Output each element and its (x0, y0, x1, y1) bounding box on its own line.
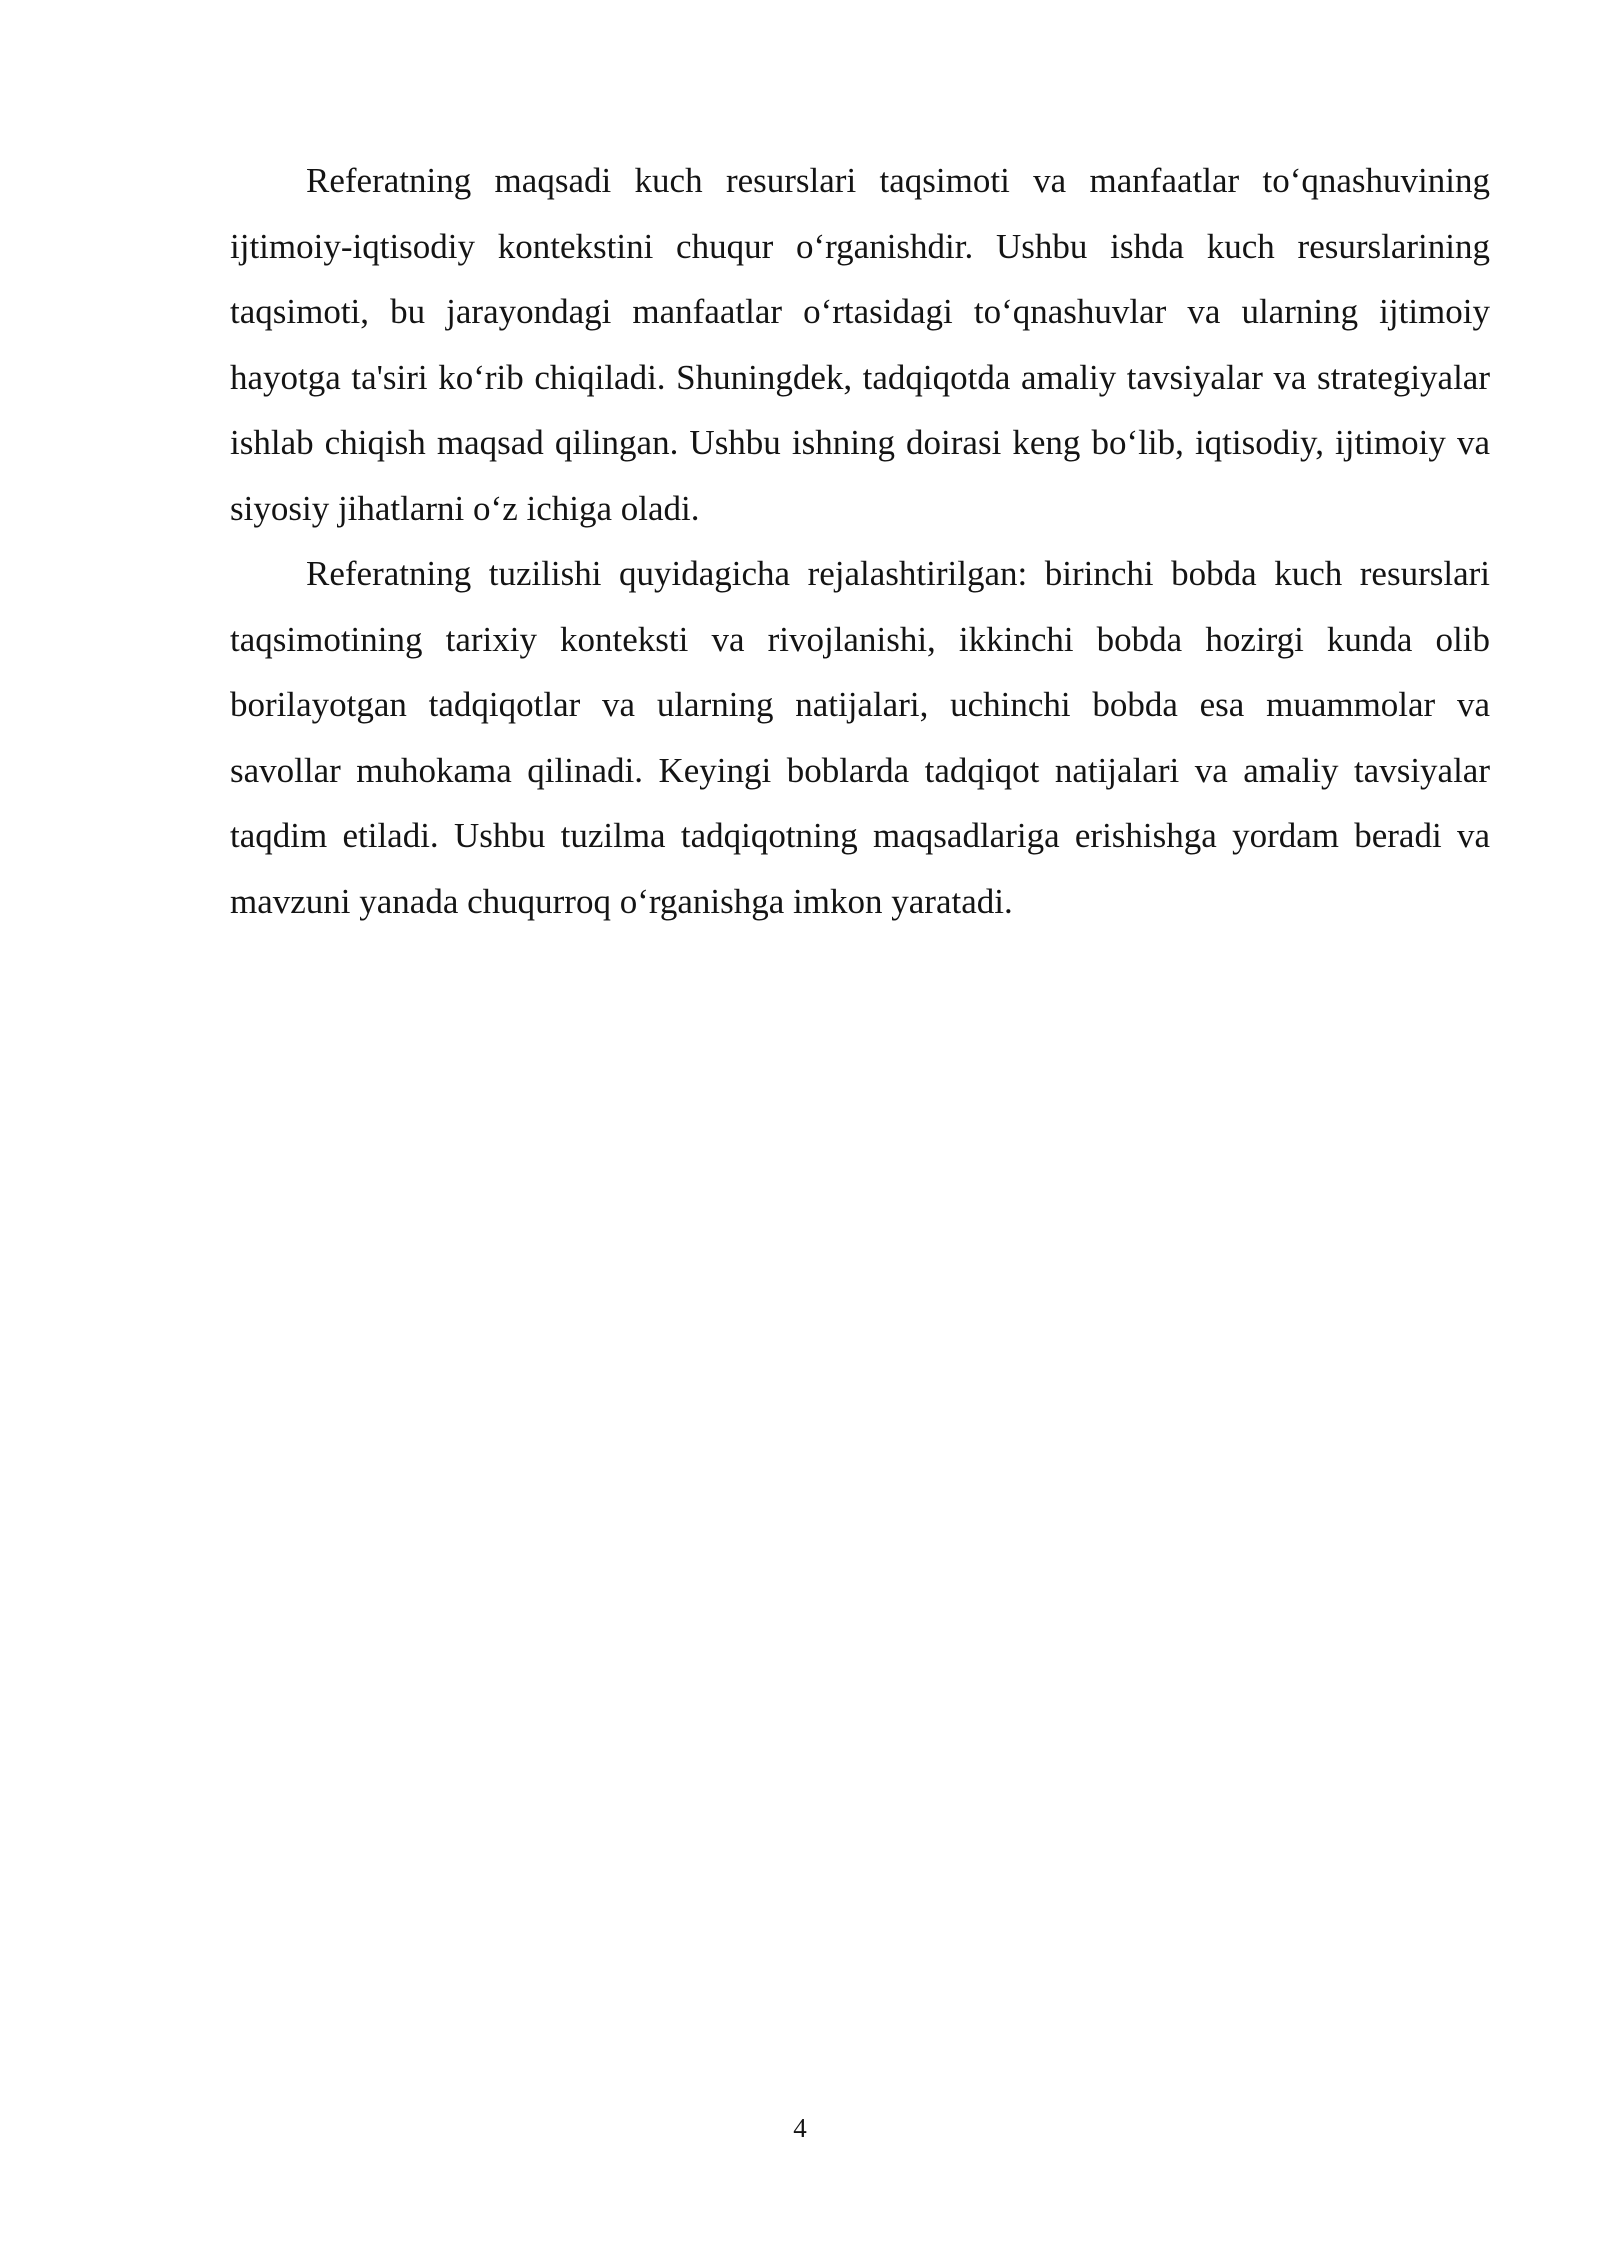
page-number: 4 (793, 2113, 807, 2143)
paragraph-purpose: Referatning maqsadi kuch resurslari taqsimoti va manfaatlar to‘qnashuvining ijtimoiy-iqtisodiy kontekstini chuqur o‘rganishdir. Ushbu ishda kuch resurslarining taqsimoti, bu jarayondagi manfaatlar o‘rtasidagi to‘qnashuvlar va ularning ijtimoiy hayotga ta'siri ko‘rib chiqiladi. Shuningdek, tadqiqotda amaliy tavsiyalar va strategiyalar ishlab chiqish maqsad qilingan. Ushbu ishning doirasi keng bo‘lib, iqtisodiy, ijtimoiy va siyosiy jihatlarni o‘z ichiga oladi. (230, 161, 1490, 528)
document-body (230, 148, 1490, 934)
paragraph-structure: Referatning tuzilishi quyidagicha rejalashtirilgan: birinchi bobda kuch resurslari taqsimotining tarixiy konteksti va rivojlanishi, ikkinchi bobda hozirgi kunda olib borilayotgan tadqiqotlar va ularning natijalari, uchinchi bobda esa muammolar va savollar muhokama qilinadi. Keyingi boblarda tadqiqot natijalari va amaliy tavsiyalar taqdim etiladi. Ushbu tuzilma tadqiqotning maqsadlariga erishishga yordam beradi va mavzuni yanada chuqurroq o‘rganishga imkon yaratadi. (230, 554, 1490, 921)
